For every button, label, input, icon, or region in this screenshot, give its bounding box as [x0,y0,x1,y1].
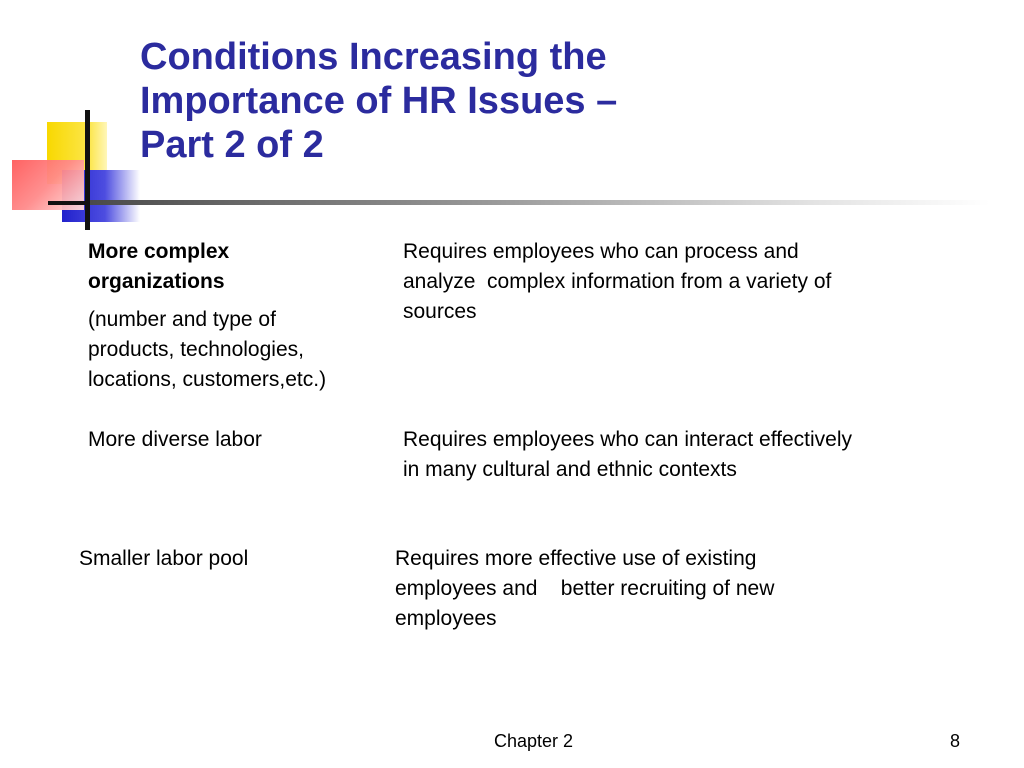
vertical-rule [85,110,90,230]
requirement-line-1: Requires employees who can process and [403,240,799,263]
requirement-line-2: employees and better recruiting of new [395,577,775,600]
condition-note-line-3: locations, customers,etc.) [88,368,327,391]
condition-smaller-labor-pool: Smaller labor pool [79,547,249,570]
condition-note-line-1: (number and type of [88,308,276,331]
requirement-line-2: in many cultural and ethnic contexts [403,458,737,481]
requirement-line-3: employees [395,607,497,630]
slide-title [140,35,960,167]
title-line-3: Part 2 of 2 [140,124,324,166]
footer-chapter: Chapter 2 [494,731,574,751]
condition-note [88,305,388,395]
condition-label-line-1: More complex [88,240,230,263]
requirement-line-2: analyze complex information from a variety of [403,270,832,293]
condition-note-line-2: products, technologies, [88,338,304,361]
page-number: 8 [950,731,961,751]
condition-complex-organizations [88,237,388,297]
condition-diverse-labor: More diverse labor [88,428,262,451]
requirement-complex-organizations [403,237,983,327]
requirement-diverse-labor [403,425,993,485]
requirement-smaller-labor-pool [395,544,985,634]
requirement-line-3: sources [403,300,477,323]
requirement-line-1: Requires employees who can interact effectively [403,428,853,451]
condition-label-line-2: organizations [88,270,225,293]
title-line-2: Importance of HR Issues – [140,80,618,122]
requirement-line-1: Requires more effective use of existing [395,547,757,570]
title-line-1: Conditions Increasing the [140,36,607,78]
title-divider [90,200,990,205]
